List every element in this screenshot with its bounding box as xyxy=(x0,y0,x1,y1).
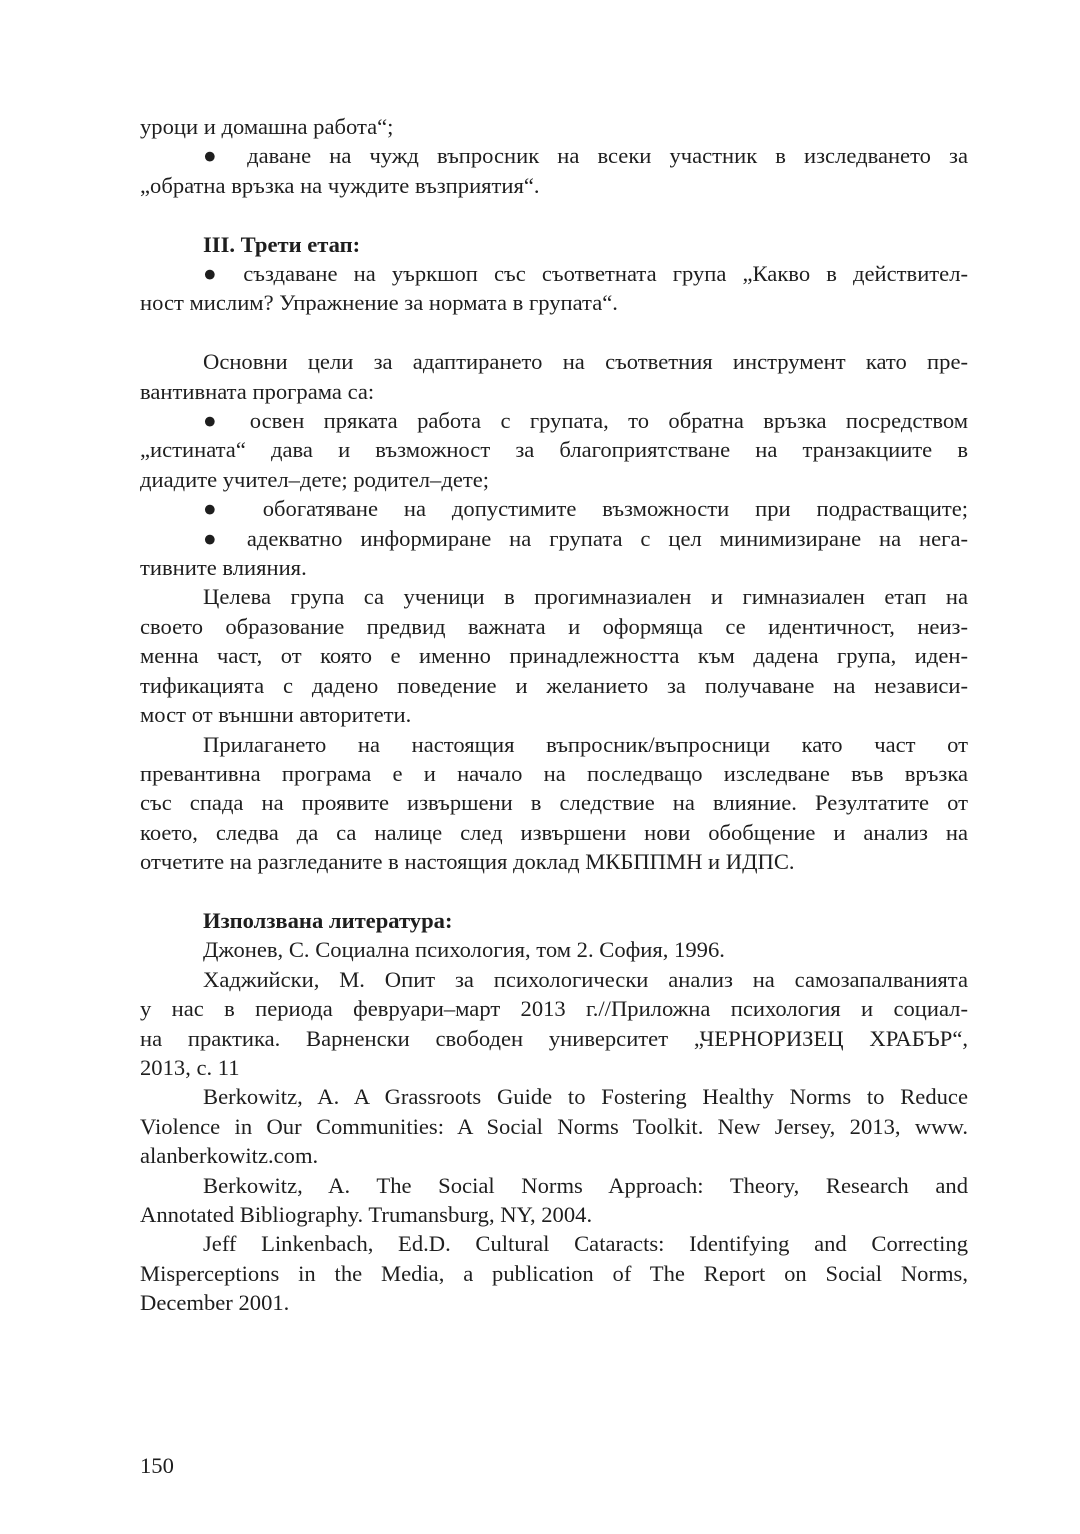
bullet-item: ● адекватно информиране на групата с цел минимизиране на нега- xyxy=(203,525,968,551)
reference-item: Berkowitz, A. A Grassroots Guide to Fostering Healthy Norms to Reduce xyxy=(203,1084,968,1110)
reference-line: December 2001. xyxy=(140,1290,290,1316)
paragraph-line: Прилагането на настоящия въпросник/въпросници като част от xyxy=(203,731,968,757)
reference-line: 2013, с. 11 xyxy=(140,1054,240,1080)
references-heading: Използвана литература: xyxy=(203,907,453,933)
reference-line: Violence in Our Communities: A Social Norms Toolkit. New Jersey, 2013, www. xyxy=(140,1113,968,1139)
text-line: със спада на проявите извършени в следствие на влияние. Резултатите от xyxy=(140,790,968,816)
text-line: своето образование предвид важната и оформяща се идентичност, неиз- xyxy=(140,613,968,639)
reference-item: Berkowitz, A. The Social Norms Approach: Theory, Research and xyxy=(203,1172,968,1198)
bullet-item: ● освен пряката работа с групата, то обратна връзка посредством xyxy=(203,408,968,434)
text-line: отчетите на разгледаните в настоящия доклад МКБППМН и ИДПС. xyxy=(140,849,795,875)
text-line: диадите учител–дете; родител–дете; xyxy=(140,466,490,492)
text-line: ност мислим? Упражнение за нормата в групата“. xyxy=(140,290,618,316)
reference-line: Annotated Bibliography. Trumansburg, NY, 2004. xyxy=(140,1201,593,1227)
text-line: уроци и домашна работа“; xyxy=(140,114,394,139)
reference-item: Джонев, С. Социална психология, том 2. София, 1996. xyxy=(203,937,725,963)
text-line: „обратна връзка на чуждите възприятия“. xyxy=(140,172,540,198)
reference-line: Misperceptions in the Media, a publication of The Report on Social Norms, xyxy=(140,1260,968,1286)
bullet-item: ● създаване на уъркшоп със съответната група „Какво в действител- xyxy=(203,261,968,287)
page-number: 150 xyxy=(140,1453,174,1478)
bullet-item: ● обогатяване на допустимите възможности при подрастващите; xyxy=(203,496,968,522)
text-line: менна част, от която е именно принадлежността към дадена група, иден- xyxy=(140,643,968,669)
reference-item: Хаджийски, М. Опит за психологически анализ на самозапалванията xyxy=(203,966,968,992)
spacer xyxy=(140,877,968,906)
reference-line: на практика. Варненски свободен университет „ЧЕРНОРИЗЕЦ ХРАБЪР“, xyxy=(140,1025,968,1051)
text-line: превантивна програма е и начало на последващо изследване във връзка xyxy=(140,760,968,786)
spacer xyxy=(140,318,968,347)
paragraph-line: Целева група са ученици в прогимназиален и гимназиален етап на xyxy=(203,584,968,610)
text-line: което, следва да са налице след извършени нови обобщение и анализ на xyxy=(140,819,968,845)
section-heading: III. Трети етап: xyxy=(203,231,361,257)
reference-line: alanberkowitz.com. xyxy=(140,1143,319,1169)
spacer xyxy=(140,200,968,229)
text-line: тификацията с дадено поведение и желанието за получаване на независи- xyxy=(140,672,968,698)
text-line: вантивната програма са: xyxy=(140,378,375,404)
page-body xyxy=(140,112,968,1318)
reference-item: Jeff Linkenbach, Ed.D. Cultural Cataracts: Identifying and Correcting xyxy=(203,1231,968,1257)
reference-line: у нас в периода февруари–март 2013 г.//Приложна психология и социал- xyxy=(140,996,968,1022)
paragraph-line: Основни цели за адаптирането на съответния инструмент като пре- xyxy=(203,349,968,375)
text-line: „истината“ дава и възможност за благоприятстване на транзакциите в xyxy=(140,437,968,463)
bullet-item: ● даване на чужд въпросник на всеки участник в изследването за xyxy=(203,143,968,169)
text-line: тивните влияния. xyxy=(140,555,307,581)
text-line: мост от външни авторитети. xyxy=(140,702,412,728)
